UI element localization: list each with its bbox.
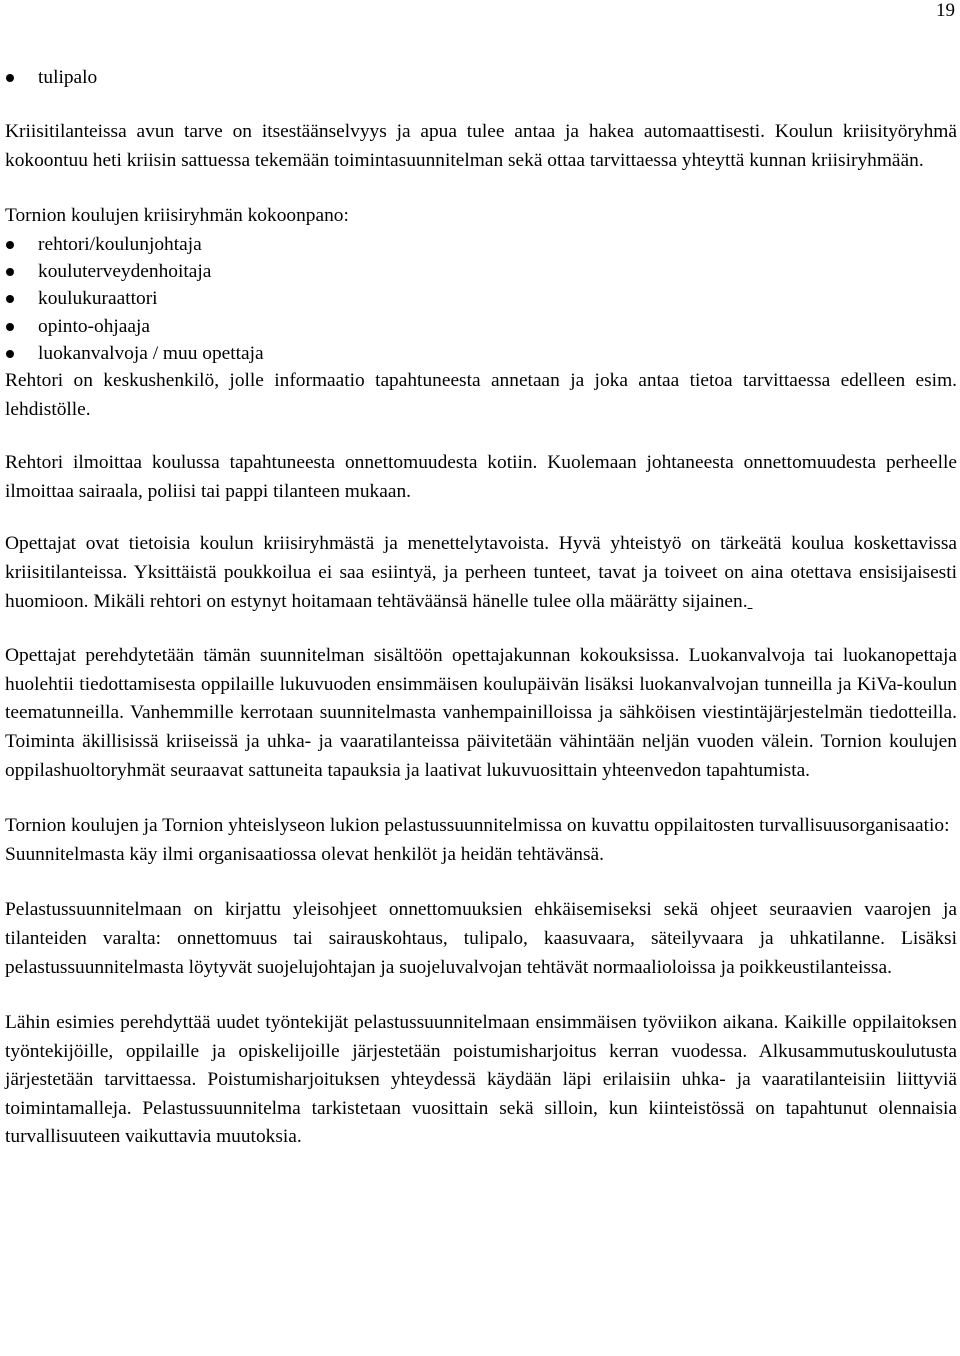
list-item	[5, 340, 957, 367]
underline-mark	[748, 591, 753, 612]
list-item-text: kouluterveydenhoitaja	[38, 261, 212, 283]
page-number: 19	[936, 0, 955, 21]
list-item-text: rehtori/koulunjohtaja	[38, 233, 202, 255]
paragraph-induction: Lähin esimies perehdyttää uudet työntekijät pelastussuunnitelmaan ensimmäisen työviikon aikana. Kaikille oppilaitoksen työntekijöille, oppilaille ja opiskelijoille järjestetään poistumisharjoitus kerran vuodessa. Alkusammutuskoulutusta järjestetään tarvittaessa. Poistumisharjoituksen yhteydessä käydään läpi erilaisiin uhka- ja vaaratilanteisiin liittyviä toimintamalleja. Pelastussuunnitelma tarkistetaan vuosittain sekä silloin, kun kiinteistössä on tapahtunut olennaisia turvallisuuteen vaikuttavia muutoksia.	[5, 1012, 957, 1148]
bullet-icon	[6, 74, 14, 82]
paragraph-text: Opettajat ovat tietoisia koulun kriisiryhmästä ja menettelytavoista. Hyvä yhteistyö on tärkeätä koulua koskettavissa kriisitilanteissa. Yksittäistä poukkoilua ei saa esiintyä, ja perheen tunteet, tavat ja toiveet on aina otettava ensisijaisesti huomioon. Mikäli rehtori on estynyt hoitamaan tehtäväänsä hänelle tulee olla määrätty sijainen.	[5, 533, 957, 612]
list-item	[5, 258, 957, 285]
list-item-text: opinto-ohjaaja	[38, 315, 150, 337]
paragraph-notify-home: Rehtori ilmoittaa koulussa tapahtuneesta onnettomuudesta kotiin. Kuolemaan johtaneesta onnettomuudesta perheelle ilmoittaa sairaala, poliisi tai pappi tilanteen mukaan.	[5, 452, 957, 502]
composition-heading: Tornion koulujen kriisiryhmän kokoonpano:	[5, 205, 349, 227]
document-body	[5, 64, 957, 1152]
paragraph-orientation: Opettajat perehdytetään tämän suunnitelman sisältöön opettajakunnan kokouksissa. Luokanvalvoja tai luokanopettaja huolehtii tiedottamisesta oppilaille lukuvuoden ensimmäisen koulupäivän lisäksi luokanvalvojan tunneilla ja KiVa-koulun teematunneilla. Vanhemmille kerrotaan suunnitelmasta vanhempainilloissa ja sähköisen viestintäjärjestelmän tiedotteilla. Toiminta äkillisissä kriiseissä ja uhka- ja vaaratilanteissa päivitetään vähintään neljän vuoden välein. Tornion koulujen oppilashuoltoryhmät seuraavat sattuneita tapauksia ja laativat lukuvuosittain yhteenvedon tapahtumista.	[5, 645, 957, 781]
bullet-icon	[6, 241, 14, 249]
list-item	[5, 313, 957, 340]
list-item	[5, 231, 957, 258]
top-bullet-list	[5, 64, 957, 91]
bullet-icon	[6, 268, 14, 276]
composition-list	[5, 231, 957, 367]
paragraph-rescue-plans: Tornion koulujen ja Tornion yhteislyseon lukion pelastussuunnitelmissa on kuvattu oppilaitosten turvallisuusorganisaatio:	[5, 815, 950, 837]
list-item-text: luokanvalvoja / muu opettaja	[38, 342, 264, 364]
paragraph-organisation: Suunnitelmasta käy ilmi organisaatiossa olevat henkilöt ja heidän tehtävänsä.	[5, 843, 604, 865]
paragraph-teachers-aware	[5, 530, 957, 616]
list-item-text: tulipalo	[38, 67, 98, 88]
bullet-icon	[6, 295, 14, 303]
bullet-icon	[6, 323, 14, 331]
list-item	[5, 285, 957, 312]
paragraph-crisis-need: Kriisitilanteissa avun tarve on itsestäänselvyys ja apua tulee antaa ja hakea automaattisesti. Koulun kriisityöryhmä kokoontuu heti kriisin sattuessa tekemään toimintasuunnitelman sekä ottaa tarvittaessa yhteyttä kunnan kriisiryhmään.	[5, 121, 957, 171]
list-item-text: koulukuraattori	[38, 288, 158, 310]
bullet-icon	[6, 350, 14, 358]
paragraph-principal-role: Rehtori on keskushenkilö, jolle informaatio tapahtuneesta annetaan ja joka antaa tietoa tarvittaessa edelleen esim. lehdistölle.	[5, 370, 957, 420]
list-item	[5, 64, 957, 91]
paragraph-general-instructions: Pelastussuunnitelmaan on kirjattu yleisohjeet onnettomuuksien ehkäisemiseksi sekä ohjeet seuraavien vaarojen ja tilanteiden varalta: onnettomuus tai sairauskohtaus, tulipalo, kaasuvaara, säteilyvaara ja uhkatilanne. Lisäksi pelastussuunnitelmasta löytyvät suojelujohtajan ja suojeluvalvojan tehtävät normaalioloissa ja poikkeustilanteissa.	[5, 899, 957, 978]
